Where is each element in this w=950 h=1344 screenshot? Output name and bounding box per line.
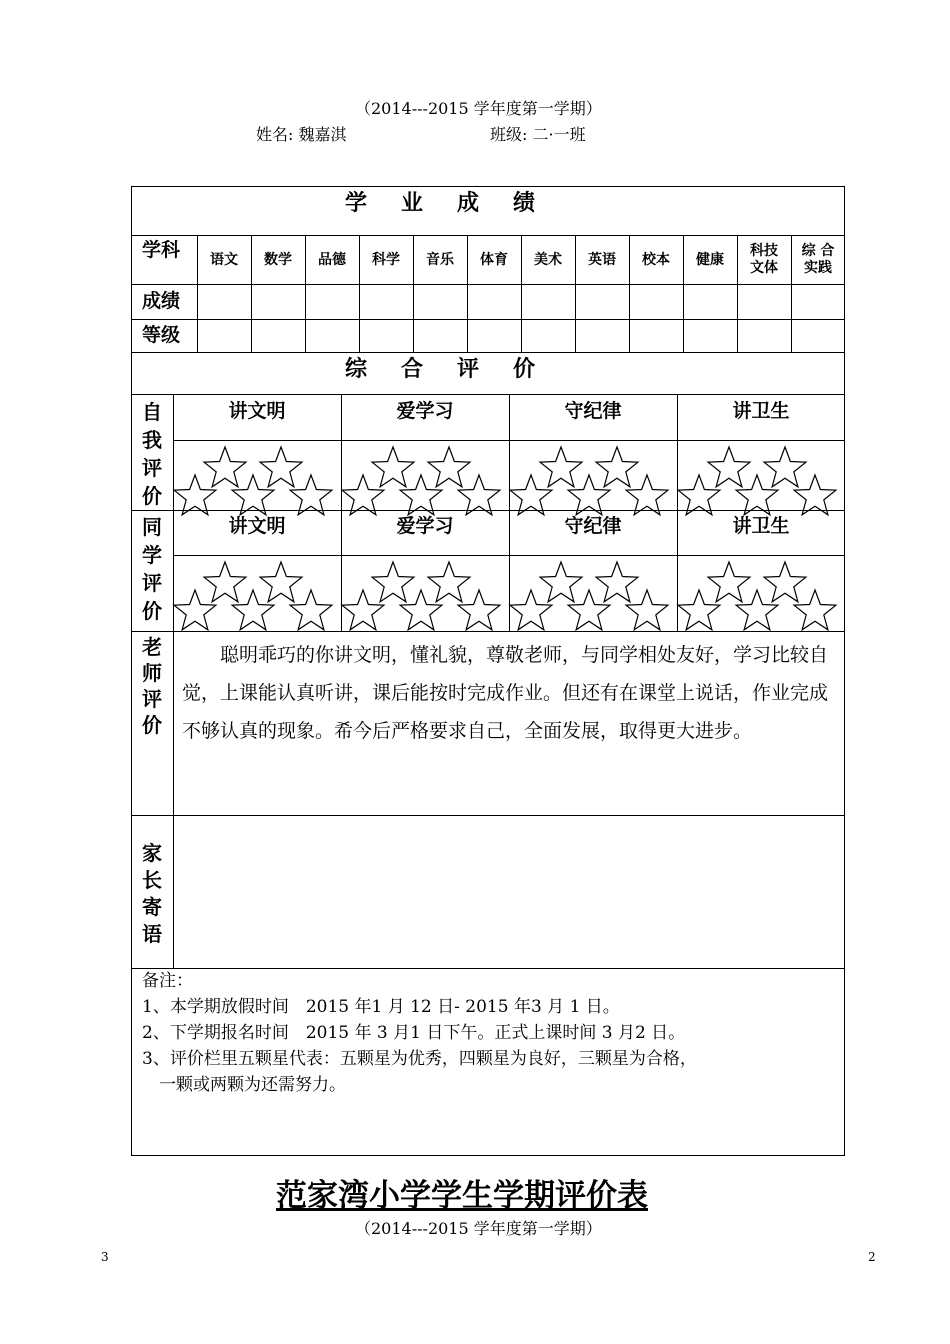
star-icon (764, 447, 806, 487)
star-icon (596, 562, 638, 602)
divider (131, 968, 845, 969)
star-icon (372, 562, 414, 602)
subject-name: 科技 文体 (750, 243, 778, 276)
note-line: 一颗或两颗为还需努力。 (142, 1075, 346, 1095)
term-subtitle-bottom: （2014---2015 学年度第一学期） (355, 1219, 602, 1238)
subject-name: 综 合 实践 (801, 243, 835, 276)
star-icon (260, 447, 302, 487)
star-icon (232, 475, 274, 515)
star-icon (510, 590, 552, 630)
self-stars-1 (173, 443, 341, 513)
star-icon (458, 475, 500, 515)
self-category-2: 爱学习 (396, 400, 454, 422)
star-icon (174, 475, 216, 515)
star-icon (626, 475, 668, 515)
star-icon (568, 590, 610, 630)
subject-row-label: 学科 (142, 239, 181, 261)
note-line: 3、评价栏里五颗星代表：五颗星为优秀，四颗星为良好，三颗星为合格， (142, 1049, 697, 1069)
subject-name: 音乐 (426, 252, 454, 268)
self-category-4: 讲卫生 (732, 400, 790, 422)
self-stars-4 (677, 443, 845, 513)
star-icon (540, 562, 582, 602)
star-icon (428, 447, 470, 487)
divider (131, 815, 845, 816)
star-icon (458, 590, 500, 630)
peer-stars-1 (173, 558, 341, 628)
page-number-left: 3 (101, 1250, 109, 1264)
star-icon (204, 562, 246, 602)
peer-stars-4 (677, 558, 845, 628)
subject-name: 语文 (210, 252, 238, 268)
star-icon (678, 475, 720, 515)
star-icon (540, 447, 582, 487)
self-category-3: 守纪律 (564, 400, 622, 422)
star-icon (794, 590, 836, 630)
peer-stars-2 (341, 558, 509, 628)
teacher-eval-label: 老 师 评 价 (142, 635, 162, 737)
star-icon (736, 475, 778, 515)
star-icon (232, 590, 274, 630)
level-row-label: 等级 (142, 324, 181, 346)
note-line: 2、下学期报名时间 2015 年 3 月1 日下午。正式上课时间 3 月2 日。 (142, 1023, 686, 1043)
star-icon (400, 475, 442, 515)
self-eval-label: 自 我 评 价 (142, 400, 162, 508)
star-icon (596, 447, 638, 487)
star-icon (174, 590, 216, 630)
notes-title: 备注： (142, 971, 193, 991)
score-row-label: 成绩 (142, 290, 181, 312)
self-category-1: 讲文明 (228, 400, 286, 422)
peer-eval-label: 同 学 评 价 (142, 515, 162, 623)
peer-category-1: 讲文明 (228, 515, 286, 537)
star-icon (342, 590, 384, 630)
peer-category-3: 守纪律 (564, 515, 622, 537)
star-icon (342, 475, 384, 515)
subject-name: 英语 (588, 252, 616, 268)
star-icon (736, 590, 778, 630)
star-icon (290, 475, 332, 515)
subject-name: 美术 (534, 252, 562, 268)
school-title: 范家湾小学学生学期评价表 (276, 1178, 648, 1214)
star-icon (708, 562, 750, 602)
subject-name: 校本 (642, 252, 670, 268)
subject-name: 品德 (318, 252, 346, 268)
teacher-comment: 聪明乖巧的你讲文明，懂礼貌，尊敬老师，与同学相处友好，学习比较自觉，上课能认真听讲，课后能按时完成作业。但还有在课堂上说话，作业完成不够认真的现象。希今后严格要求自己，全面发展，取得更大进步。 (182, 644, 829, 742)
page-number-right: 2 (868, 1250, 876, 1264)
star-icon (678, 590, 720, 630)
subject-name: 科学 (372, 252, 400, 268)
grades-section-title: 学业成绩 (345, 191, 570, 216)
star-icon (290, 590, 332, 630)
star-icon (428, 562, 470, 602)
divider (131, 631, 845, 632)
peer-category-4: 讲卫生 (732, 515, 790, 537)
term-subtitle: （2014---2015 学年度第一学期） (355, 99, 602, 118)
subject-name: 体育 (480, 252, 508, 268)
subject-name: 健康 (696, 252, 724, 268)
star-icon (626, 590, 668, 630)
star-icon (568, 475, 610, 515)
student-class: 班级: 二·一班 (490, 125, 586, 144)
subject-name: 数学 (264, 252, 292, 268)
note-line: 1、本学期放假时间 2015 年1 月 12 日- 2015 年3 月 1 日。 (142, 997, 620, 1017)
self-stars-3 (509, 443, 677, 513)
evaluation-section-title: 综合评价 (345, 357, 570, 382)
star-icon (510, 475, 552, 515)
divider (131, 394, 845, 395)
star-icon (794, 475, 836, 515)
student-name: 姓名: 魏嘉淇 (256, 125, 347, 144)
star-icon (708, 447, 750, 487)
peer-stars-3 (509, 558, 677, 628)
star-icon (372, 447, 414, 487)
self-stars-2 (341, 443, 509, 513)
star-icon (204, 447, 246, 487)
parent-message-label: 家 长 寄 语 (142, 841, 162, 946)
star-icon (764, 562, 806, 602)
peer-category-2: 爱学习 (396, 515, 454, 537)
star-icon (260, 562, 302, 602)
star-icon (400, 590, 442, 630)
